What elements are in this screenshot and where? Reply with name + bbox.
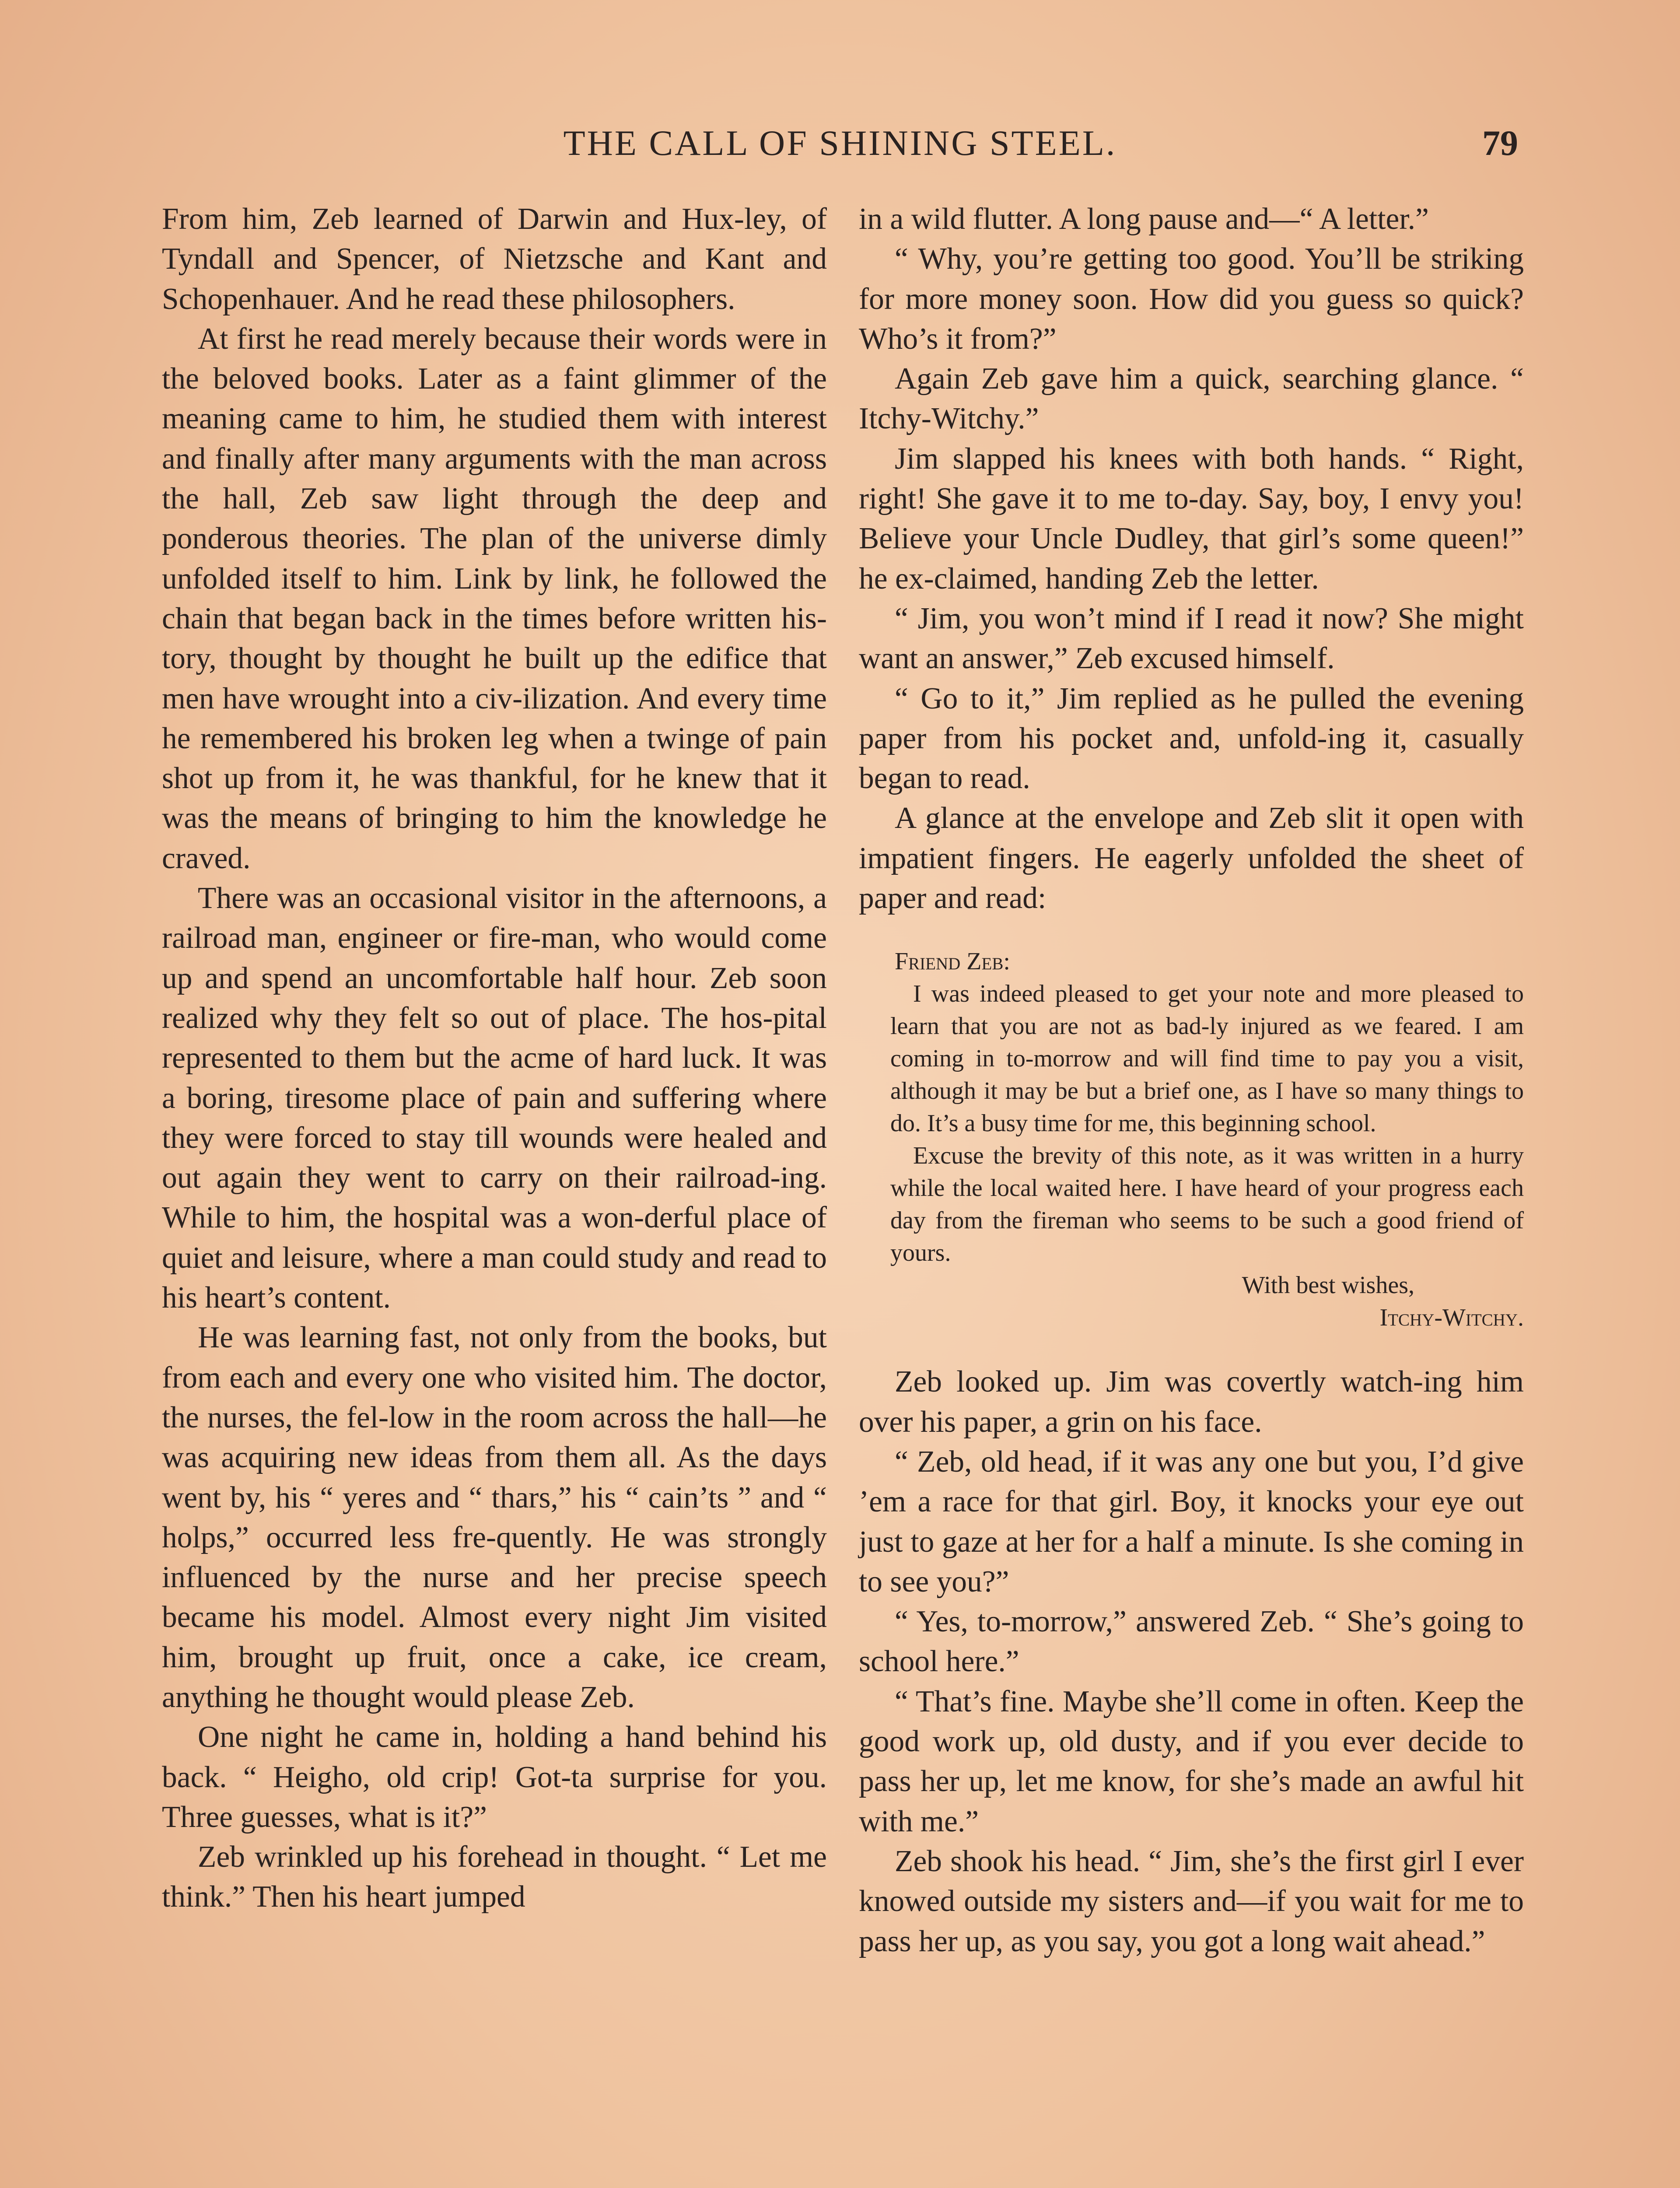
paragraph: There was an occasional visitor in the afternoons, a railroad man, engineer or fire-man, who would come up and spend an uncomfortable half hour. Zeb soon realized why they felt so out of place. The hos-pital represented to them but the acme of hard luck. It was a boring, tiresome place of pain and suffering where they were forced to stay till wounds were healed and out again they went to carry on their railroad-ing. While to him, the hospital was a won-derful place of quiet and leisure, where a man could study and read to his heart’s content.: [162, 881, 827, 1315]
paragraph: “ Yes, to-morrow,” answered Zeb. “ She’s going to school here.”: [859, 1605, 1524, 1679]
paragraph: Jim slapped his knees with both hands. “ Right, right! She gave it to me to-day. Say, boy, I envy you! Believe your Uncle Dudley, that girl’s some queen!” he ex-claimed, handing Zeb the letter.: [859, 442, 1524, 596]
paragraph: “ That’s fine. Maybe she’ll come in often. Keep the good work up, old dusty, and if you ever decide to pass her up, let me know, for she’s made an awful hit with me.”: [859, 1684, 1524, 1838]
paragraph: At first he read merely because their words were in the beloved books. Later as a faint glimmer of the meaning came to him, he studied them with interest and finally after many arguments with the man across the hall, Zeb saw light through the deep and ponderous theories. The plan of the universe dimly unfolded itself to him. Link by link, he followed the chain that began back in the times before written his-tory, thought by thought he built up the edifice that men have wrought into a civ-ilization. And every time he remembered his broken leg when a twinge of pain shot up from it, he was thankful, for he knew that it was the means of bringing to him the knowledge he craved.: [162, 322, 827, 875]
paragraph: “ Why, you’re getting too good. You’ll be striking for more money soon. How did you guess so quick? Who’s it from?”: [859, 242, 1524, 356]
letter-paragraph: Excuse the brevity of this note, as it was written in a hurry while the local waited here. I have heard of your progress each day from the fireman who seems to be such a good friend of yours.: [890, 1142, 1524, 1267]
paragraph: He was learning fast, not only from the books, but from each and every one who visited him. The doctor, the nurses, the fel-low in the room across the hall—he was acquiring new ideas from them all. As the days went by, his “ yeres and “ thars,” his “ cain’ts ” and “ holps,” occurred less fre-quently. He was strongly influenced by the nurse and her precise speech became his model. Almost every night Jim visited him, brought up fruit, once a cake, ice cream, anything he thought would please Zeb.: [162, 1321, 827, 1714]
paragraph: A glance at the envelope and Zeb slit it open with impatient fingers. He eagerly unfolded the sheet of paper and read:: [859, 801, 1524, 915]
page-number: 79: [1482, 123, 1518, 163]
paragraph: in a wild flutter. A long pause and—“ A letter.”: [859, 202, 1429, 236]
paragraph: One night he came in, holding a hand behind his back. “ Heigho, old crip! Got-ta surprise for you. Three guesses, what is it?”: [162, 1720, 827, 1834]
running-head: THE CALL OF SHINING STEEL.: [563, 123, 1117, 163]
paragraph: Again Zeb gave him a quick, searching glance. “ Itchy-Witchy.”: [859, 362, 1524, 436]
letter-salutation: Friend Zeb:: [895, 948, 1010, 975]
right-column: [859, 199, 1524, 1961]
paragraph: “ Zeb, old head, if it was any one but you, I’d give ’em a race for that girl. Boy, it knocks your eye out just to gaze at her for a half a minute. Is she coming in to see you?”: [859, 1445, 1524, 1599]
paragraph: From him, Zeb learned of Darwin and Hux-ley, of Tyndall and Spencer, of Nietzsche and Kant and Schopenhauer. And he read these philosophers.: [162, 202, 827, 316]
letter-paragraph: I was indeed pleased to get your note and more pleased to learn that you are not as bad-ly injured as we feared. I am coming in to-morrow and will find time to pay you a visit, although it may be but a brief one, as I have so many things to do. It’s a busy time for me, this beginning school.: [890, 980, 1524, 1137]
paragraph: Zeb wrinkled up his forehead in thought. “ Let me think.” Then his heart jumped: [162, 1840, 827, 1914]
paragraph: Zeb shook his head. “ Jim, she’s the first girl I ever knowed outside my sisters and—if you wait for me to pass her up, as you say, you got a long wait ahead.”: [859, 1844, 1524, 1958]
letter-closing: With best wishes,: [1242, 1272, 1414, 1299]
paragraph: “ Go to it,” Jim replied as he pulled the evening paper from his pocket and, unfold-ing it, casually began to read.: [859, 681, 1524, 796]
paragraph: “ Jim, you won’t mind if I read it now? She might want an answer,” Zeb excused himself.: [859, 601, 1524, 676]
paragraph: Zeb looked up. Jim was covertly watch-ing him over his paper, a grin on his face.: [859, 1365, 1524, 1439]
page-header: [162, 123, 1518, 175]
left-column: [162, 199, 827, 1917]
letter-signature: Itchy-Witchy.: [1379, 1304, 1524, 1332]
quoted-letter: [859, 945, 1524, 1334]
